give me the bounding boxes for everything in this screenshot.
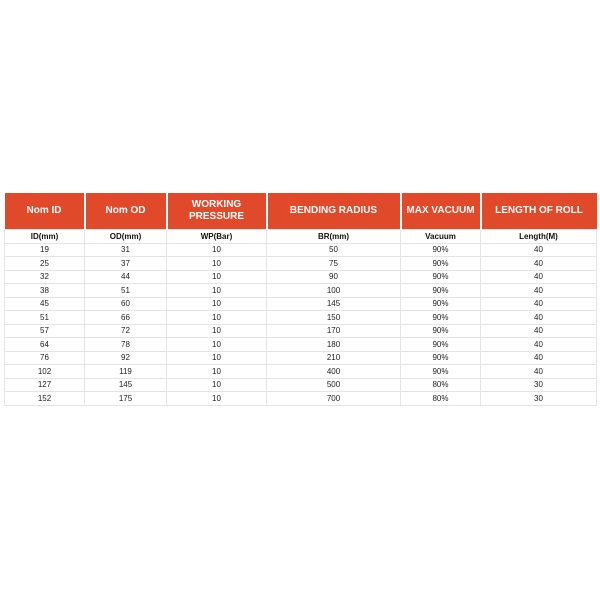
cell-od: 44	[85, 270, 167, 284]
cell-id: 25	[5, 257, 85, 271]
cell-br: 210	[267, 351, 401, 365]
cell-vacuum: 90%	[401, 297, 481, 311]
cell-length: 40	[481, 311, 597, 325]
cell-br: 150	[267, 311, 401, 325]
cell-vacuum: 90%	[401, 257, 481, 271]
table-row	[5, 243, 597, 257]
table-row	[5, 257, 597, 271]
header-nom-od: Nom OD	[85, 193, 167, 229]
table-body	[5, 229, 597, 405]
table-row	[5, 270, 597, 284]
table-row	[5, 297, 597, 311]
cell-br: 500	[267, 378, 401, 392]
header-nom-id: Nom ID	[5, 193, 85, 229]
cell-vacuum: 80%	[401, 392, 481, 406]
cell-vacuum: 90%	[401, 365, 481, 379]
unit-length: Length(M)	[481, 229, 597, 243]
cell-br: 75	[267, 257, 401, 271]
cell-vacuum: 90%	[401, 311, 481, 325]
cell-od: 72	[85, 324, 167, 338]
cell-length: 30	[481, 392, 597, 406]
cell-wp: 10	[167, 297, 267, 311]
cell-wp: 10	[167, 338, 267, 352]
header-max-vacuum: MAX VACUUM	[401, 193, 481, 229]
cell-vacuum: 90%	[401, 243, 481, 257]
cell-length: 40	[481, 338, 597, 352]
header-length-of-roll: LENGTH OF ROLL	[481, 193, 597, 229]
cell-wp: 10	[167, 351, 267, 365]
cell-id: 152	[5, 392, 85, 406]
table-row	[5, 365, 597, 379]
cell-wp: 10	[167, 284, 267, 298]
cell-vacuum: 80%	[401, 378, 481, 392]
cell-id: 57	[5, 324, 85, 338]
cell-length: 40	[481, 365, 597, 379]
cell-length: 40	[481, 297, 597, 311]
cell-od: 119	[85, 365, 167, 379]
unit-row	[5, 229, 597, 243]
cell-wp: 10	[167, 243, 267, 257]
cell-id: 64	[5, 338, 85, 352]
cell-od: 92	[85, 351, 167, 365]
cell-wp: 10	[167, 257, 267, 271]
cell-id: 45	[5, 297, 85, 311]
spec-table	[4, 193, 597, 406]
cell-length: 40	[481, 243, 597, 257]
cell-wp: 10	[167, 378, 267, 392]
table-row	[5, 351, 597, 365]
cell-length: 40	[481, 270, 597, 284]
cell-br: 100	[267, 284, 401, 298]
cell-wp: 10	[167, 324, 267, 338]
cell-id: 76	[5, 351, 85, 365]
table-row	[5, 284, 597, 298]
cell-br: 145	[267, 297, 401, 311]
cell-od: 175	[85, 392, 167, 406]
cell-wp: 10	[167, 311, 267, 325]
cell-br: 90	[267, 270, 401, 284]
unit-wp: WP(Bar)	[167, 229, 267, 243]
cell-length: 40	[481, 257, 597, 271]
unit-od: OD(mm)	[85, 229, 167, 243]
cell-id: 32	[5, 270, 85, 284]
table-row	[5, 378, 597, 392]
cell-vacuum: 90%	[401, 284, 481, 298]
cell-od: 60	[85, 297, 167, 311]
cell-wp: 10	[167, 392, 267, 406]
cell-length: 40	[481, 324, 597, 338]
cell-od: 31	[85, 243, 167, 257]
cell-id: 127	[5, 378, 85, 392]
cell-br: 700	[267, 392, 401, 406]
cell-vacuum: 90%	[401, 270, 481, 284]
cell-vacuum: 90%	[401, 338, 481, 352]
cell-od: 66	[85, 311, 167, 325]
cell-br: 170	[267, 324, 401, 338]
cell-id: 51	[5, 311, 85, 325]
cell-length: 30	[481, 378, 597, 392]
cell-id: 102	[5, 365, 85, 379]
table-row	[5, 324, 597, 338]
cell-wp: 10	[167, 365, 267, 379]
cell-od: 37	[85, 257, 167, 271]
cell-id: 38	[5, 284, 85, 298]
cell-od: 145	[85, 378, 167, 392]
cell-vacuum: 90%	[401, 351, 481, 365]
cell-id: 19	[5, 243, 85, 257]
cell-br: 180	[267, 338, 401, 352]
cell-od: 51	[85, 284, 167, 298]
table-row	[5, 338, 597, 352]
table-header-row	[5, 193, 597, 229]
cell-length: 40	[481, 351, 597, 365]
unit-id: ID(mm)	[5, 229, 85, 243]
cell-length: 40	[481, 284, 597, 298]
cell-od: 78	[85, 338, 167, 352]
header-bending-radius: BENDING RADIUS	[267, 193, 401, 229]
cell-wp: 10	[167, 270, 267, 284]
cell-br: 400	[267, 365, 401, 379]
unit-br: BR(mm)	[267, 229, 401, 243]
cell-vacuum: 90%	[401, 324, 481, 338]
header-working-pressure: WORKING PRESSURE	[167, 193, 267, 229]
table-row	[5, 311, 597, 325]
unit-vacuum: Vacuum	[401, 229, 481, 243]
table-row	[5, 392, 597, 406]
cell-br: 50	[267, 243, 401, 257]
